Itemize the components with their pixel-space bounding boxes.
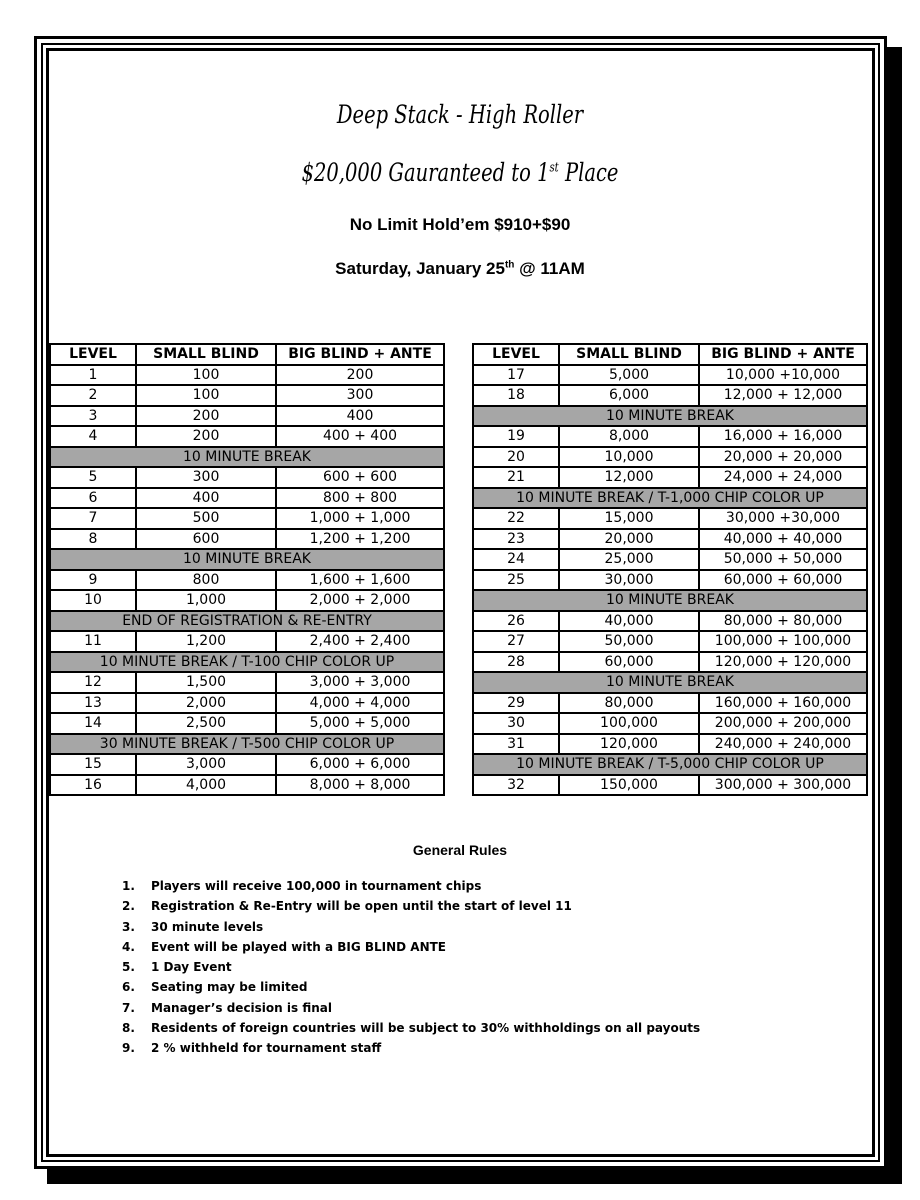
big-blind-ante-cell: 50,000 + 50,000 [699, 549, 867, 570]
table-row [473, 611, 867, 632]
rule-number: 7. [122, 1000, 135, 1015]
small-blind-cell: 60,000 [559, 652, 699, 673]
date-line [0, 259, 920, 279]
level-cell: 26 [473, 611, 559, 632]
rule-item [122, 937, 700, 957]
game-line: No Limit Hold’em $910+$90 [349, 215, 571, 234]
table-row [473, 693, 867, 714]
level-cell: 14 [50, 713, 136, 734]
small-blind-cell: 1,000 [136, 590, 276, 611]
level-cell: 32 [473, 775, 559, 796]
level-cell: 8 [50, 529, 136, 550]
level-cell: 16 [50, 775, 136, 796]
rule-text: Registration & Re-Entry will be open until the start of level 11 [151, 899, 572, 914]
level-cell: 27 [473, 631, 559, 652]
big-blind-ante-cell: 300 [276, 385, 444, 406]
rule-item [122, 977, 700, 997]
header-level: LEVEL [473, 344, 559, 365]
guarantee-text: $20,000 Gauranteed to 1 [301, 158, 550, 187]
small-blind-cell: 100 [136, 365, 276, 386]
rule-number: 6. [122, 980, 135, 995]
table-row [473, 734, 867, 755]
big-blind-ante-cell: 40,000 + 40,000 [699, 529, 867, 550]
level-cell: 24 [473, 549, 559, 570]
small-blind-cell: 50,000 [559, 631, 699, 652]
big-blind-ante-cell: 3,000 + 3,000 [276, 672, 444, 693]
table-row [473, 549, 867, 570]
rule-number: 4. [122, 939, 135, 954]
big-blind-ante-cell: 600 + 600 [276, 467, 444, 488]
table-row [473, 426, 867, 447]
rule-text: Manager’s decision is final [151, 1000, 332, 1015]
guarantee-line [101, 158, 819, 187]
big-blind-ante-cell: 240,000 + 240,000 [699, 734, 867, 755]
big-blind-ante-cell: 1,600 + 1,600 [276, 570, 444, 591]
table-row [50, 631, 444, 652]
big-blind-ante-cell: 5,000 + 5,000 [276, 713, 444, 734]
break-label: 10 MINUTE BREAK / T-1,000 CHIP COLOR UP [473, 488, 867, 509]
small-blind-cell: 12,000 [559, 467, 699, 488]
small-blind-cell: 6,000 [559, 385, 699, 406]
big-blind-ante-cell: 80,000 + 80,000 [699, 611, 867, 632]
break-row [50, 652, 444, 673]
event-title: Deep Stack - High Roller [336, 100, 584, 129]
rule-text: Seating may be limited [151, 980, 308, 995]
table-body-right [473, 365, 867, 796]
table-header-row [50, 344, 444, 365]
rule-item [122, 998, 700, 1018]
break-label: 30 MINUTE BREAK / T-500 CHIP COLOR UP [50, 734, 444, 755]
small-blind-cell: 800 [136, 570, 276, 591]
level-cell: 25 [473, 570, 559, 591]
big-blind-ante-cell: 8,000 + 8,000 [276, 775, 444, 796]
header-small-blind: SMALL BLIND [136, 344, 276, 365]
level-cell: 13 [50, 693, 136, 714]
level-cell: 2 [50, 385, 136, 406]
table-row [473, 365, 867, 386]
big-blind-ante-cell: 800 + 800 [276, 488, 444, 509]
big-blind-ante-cell: 4,000 + 4,000 [276, 693, 444, 714]
small-blind-cell: 100,000 [559, 713, 699, 734]
level-cell: 19 [473, 426, 559, 447]
break-row [473, 672, 867, 693]
table-row [473, 467, 867, 488]
rule-number: 1. [122, 879, 135, 893]
small-blind-cell: 600 [136, 529, 276, 550]
big-blind-ante-cell: 160,000 + 160,000 [699, 693, 867, 714]
table-row [50, 467, 444, 488]
table-row [50, 529, 444, 550]
big-blind-ante-cell: 200 [276, 365, 444, 386]
big-blind-ante-cell: 12,000 + 12,000 [699, 385, 867, 406]
rule-number: 9. [122, 1041, 135, 1056]
level-cell: 15 [50, 754, 136, 775]
table-body-left [50, 365, 444, 796]
small-blind-cell: 150,000 [559, 775, 699, 796]
rule-text: 30 minute levels [151, 919, 264, 934]
table-row [50, 488, 444, 509]
big-blind-ante-cell: 2,000 + 2,000 [276, 590, 444, 611]
small-blind-cell: 200 [136, 426, 276, 447]
date-ordinal: th [504, 259, 515, 271]
table-row [50, 570, 444, 591]
level-cell: 4 [50, 426, 136, 447]
small-blind-cell: 15,000 [559, 508, 699, 529]
small-blind-cell: 30,000 [559, 570, 699, 591]
level-cell: 21 [473, 467, 559, 488]
level-cell: 9 [50, 570, 136, 591]
big-blind-ante-cell: 30,000 +30,000 [699, 508, 867, 529]
level-cell: 31 [473, 734, 559, 755]
rules-list [122, 876, 700, 1059]
small-blind-cell: 3,000 [136, 754, 276, 775]
break-label: 10 MINUTE BREAK [473, 406, 867, 427]
table-row [473, 652, 867, 673]
break-label: 10 MINUTE BREAK / T-100 CHIP COLOR UP [50, 652, 444, 673]
break-label: 10 MINUTE BREAK [473, 672, 867, 693]
table-header-row [473, 344, 867, 365]
level-cell: 17 [473, 365, 559, 386]
break-row [473, 590, 867, 611]
table-row [50, 426, 444, 447]
level-cell: 20 [473, 447, 559, 468]
small-blind-cell: 120,000 [559, 734, 699, 755]
small-blind-cell: 300 [136, 467, 276, 488]
rule-item [122, 1038, 700, 1058]
small-blind-cell: 1,500 [136, 672, 276, 693]
break-row [473, 406, 867, 427]
break-label: 10 MINUTE BREAK / T-5,000 CHIP COLOR UP [473, 754, 867, 775]
rule-text: Players will receive 100,000 in tournament chips [151, 879, 482, 893]
break-label: 10 MINUTE BREAK [50, 447, 444, 468]
big-blind-ante-cell: 1,000 + 1,000 [276, 508, 444, 529]
small-blind-cell: 100 [136, 385, 276, 406]
header-big-blind-ante: BIG BLIND + ANTE [699, 344, 867, 365]
level-cell: 22 [473, 508, 559, 529]
rule-item [122, 1018, 700, 1038]
level-cell: 28 [473, 652, 559, 673]
rule-item [122, 876, 700, 896]
table-row [50, 775, 444, 796]
table-row [473, 508, 867, 529]
big-blind-ante-cell: 16,000 + 16,000 [699, 426, 867, 447]
big-blind-ante-cell: 6,000 + 6,000 [276, 754, 444, 775]
table-row [473, 713, 867, 734]
level-cell: 18 [473, 385, 559, 406]
table-row [50, 365, 444, 386]
big-blind-ante-cell: 2,400 + 2,400 [276, 631, 444, 652]
rule-number: 3. [122, 919, 135, 934]
table-row [50, 672, 444, 693]
break-label: 10 MINUTE BREAK [50, 549, 444, 570]
big-blind-ante-cell: 1,200 + 1,200 [276, 529, 444, 550]
table-row [473, 447, 867, 468]
level-cell: 30 [473, 713, 559, 734]
rule-text: Event will be played with a BIG BLIND ANTE [151, 939, 447, 954]
small-blind-cell: 20,000 [559, 529, 699, 550]
table-row [50, 508, 444, 529]
small-blind-cell: 80,000 [559, 693, 699, 714]
table-row [473, 570, 867, 591]
guarantee-ordinal: st [549, 160, 559, 176]
rule-text: 2 % withheld for tournament staff [151, 1041, 382, 1056]
table-row [50, 693, 444, 714]
blind-structure-table-right [472, 343, 868, 796]
small-blind-cell: 1,200 [136, 631, 276, 652]
header-level: LEVEL [50, 344, 136, 365]
header-big-blind-ante: BIG BLIND + ANTE [276, 344, 444, 365]
level-cell: 6 [50, 488, 136, 509]
header-small-blind: SMALL BLIND [559, 344, 699, 365]
break-row [50, 549, 444, 570]
big-blind-ante-cell: 200,000 + 200,000 [699, 713, 867, 734]
date-text: Saturday, January 25 [335, 259, 505, 278]
big-blind-ante-cell: 300,000 + 300,000 [699, 775, 867, 796]
break-row [473, 488, 867, 509]
level-cell: 29 [473, 693, 559, 714]
break-row [50, 734, 444, 755]
big-blind-ante-cell: 60,000 + 60,000 [699, 570, 867, 591]
level-cell: 23 [473, 529, 559, 550]
level-cell: 10 [50, 590, 136, 611]
rule-text: 1 Day Event [151, 960, 232, 975]
blind-structure-table-left [49, 343, 445, 796]
table-row [50, 406, 444, 427]
level-cell: 7 [50, 508, 136, 529]
small-blind-cell: 25,000 [559, 549, 699, 570]
table-row [473, 631, 867, 652]
big-blind-ante-cell: 120,000 + 120,000 [699, 652, 867, 673]
level-cell: 12 [50, 672, 136, 693]
small-blind-cell: 40,000 [559, 611, 699, 632]
table-row [473, 529, 867, 550]
small-blind-cell: 400 [136, 488, 276, 509]
level-cell: 11 [50, 631, 136, 652]
rule-item [122, 917, 700, 937]
big-blind-ante-cell: 10,000 +10,000 [699, 365, 867, 386]
small-blind-cell: 4,000 [136, 775, 276, 796]
break-label: 10 MINUTE BREAK [473, 590, 867, 611]
guarantee-suffix: Place [558, 158, 619, 187]
rule-text: Residents of foreign countries will be subject to 30% withholdings on all payouts [151, 1021, 701, 1036]
level-cell: 3 [50, 406, 136, 427]
table-row [50, 590, 444, 611]
rules-title: General Rules [412, 842, 508, 858]
table-row [473, 385, 867, 406]
table-row [50, 385, 444, 406]
rule-item [122, 957, 700, 977]
break-row [473, 754, 867, 775]
break-row [50, 611, 444, 632]
rule-number: 8. [122, 1021, 135, 1036]
small-blind-cell: 500 [136, 508, 276, 529]
big-blind-ante-cell: 24,000 + 24,000 [699, 467, 867, 488]
small-blind-cell: 10,000 [559, 447, 699, 468]
break-label: END OF REGISTRATION & RE-ENTRY [50, 611, 444, 632]
big-blind-ante-cell: 20,000 + 20,000 [699, 447, 867, 468]
big-blind-ante-cell: 400 + 400 [276, 426, 444, 447]
table-row [50, 713, 444, 734]
small-blind-cell: 2,000 [136, 693, 276, 714]
break-row [50, 447, 444, 468]
level-cell: 1 [50, 365, 136, 386]
table-row [50, 754, 444, 775]
table-row [473, 775, 867, 796]
rule-number: 2. [122, 899, 135, 914]
date-time: @ 11AM [514, 259, 585, 278]
small-blind-cell: 8,000 [559, 426, 699, 447]
small-blind-cell: 2,500 [136, 713, 276, 734]
big-blind-ante-cell: 400 [276, 406, 444, 427]
rule-item [122, 896, 700, 916]
small-blind-cell: 200 [136, 406, 276, 427]
level-cell: 5 [50, 467, 136, 488]
rule-number: 5. [122, 960, 135, 975]
big-blind-ante-cell: 100,000 + 100,000 [699, 631, 867, 652]
small-blind-cell: 5,000 [559, 365, 699, 386]
